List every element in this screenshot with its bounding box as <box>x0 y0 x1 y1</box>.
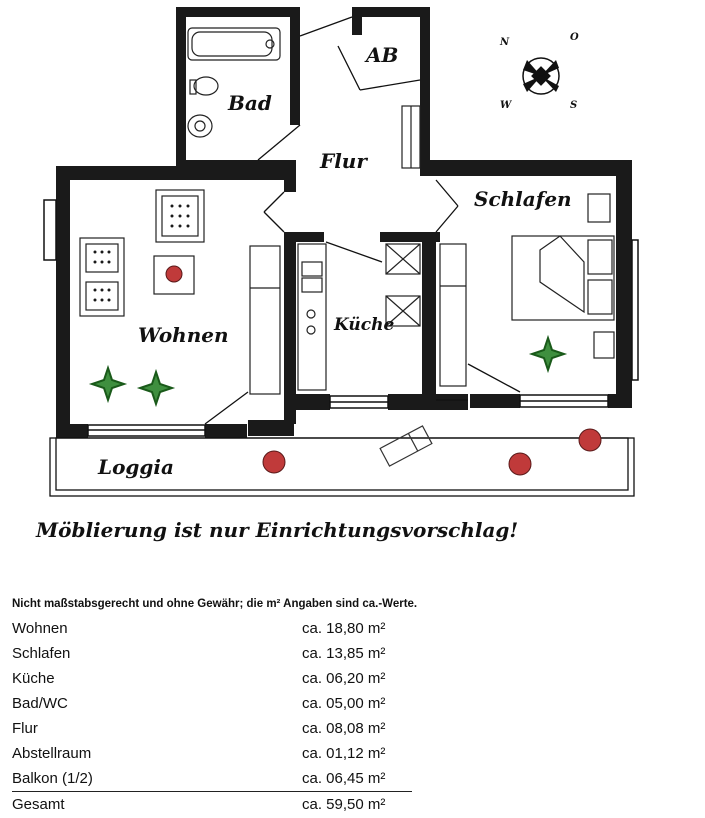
area-name: Flur <box>12 720 38 737</box>
bedroom-furniture <box>512 194 614 358</box>
area-row <box>12 691 412 716</box>
furnishing-note: Möblierung ist nur Einrichtungsvorschlag! <box>36 518 519 542</box>
area-name: Balkon (1/2) <box>12 770 93 787</box>
area-value: ca. 05,00 m² <box>302 695 386 712</box>
compass-o: O <box>570 32 579 43</box>
area-row <box>12 666 412 691</box>
furniture-dots <box>94 205 190 302</box>
area-row <box>12 716 412 741</box>
area-row <box>12 616 412 641</box>
area-row <box>12 766 412 791</box>
flower-icons <box>166 266 601 475</box>
area-total-row <box>12 791 412 816</box>
living-furniture <box>80 190 204 316</box>
compass-w: W <box>500 100 512 111</box>
doors <box>205 17 520 424</box>
lounger-icon <box>380 426 432 466</box>
label-ab: AB <box>366 43 399 67</box>
disclaimer-text: Nicht maßstabsgerecht und ohne Gewähr; die m² Angaben sind ca.-Werte. <box>12 598 418 610</box>
total-value: ca. 59,50 m² <box>302 796 386 813</box>
label-wohnen: Wohnen <box>138 323 229 347</box>
area-value: ca. 06,20 m² <box>302 670 386 687</box>
area-table <box>12 616 412 816</box>
label-bad: Bad <box>228 91 272 115</box>
compass-s: S <box>570 100 578 111</box>
area-value: ca. 06,45 m² <box>302 770 386 787</box>
bath-fixtures <box>188 28 280 137</box>
area-row <box>12 741 412 766</box>
area-value: ca. 18,80 m² <box>302 620 386 637</box>
compass-icon <box>523 58 559 94</box>
area-value: ca. 08,08 m² <box>302 720 386 737</box>
area-name: Abstellraum <box>12 745 92 762</box>
area-name: Schlafen <box>12 645 71 662</box>
area-value: ca. 01,12 m² <box>302 745 386 762</box>
area-name: Bad/WC <box>12 695 68 712</box>
compass-n: N <box>500 37 510 48</box>
label-flur: Flur <box>320 149 367 173</box>
label-loggia: Loggia <box>98 455 174 479</box>
area-row <box>12 641 412 666</box>
label-schlafen: Schlafen <box>474 187 572 211</box>
area-name: Wohnen <box>12 620 68 637</box>
label-kueche: Küche <box>334 315 395 335</box>
total-name: Gesamt <box>12 796 65 813</box>
area-name: Küche <box>12 670 55 687</box>
area-value: ca. 13,85 m² <box>302 645 386 662</box>
